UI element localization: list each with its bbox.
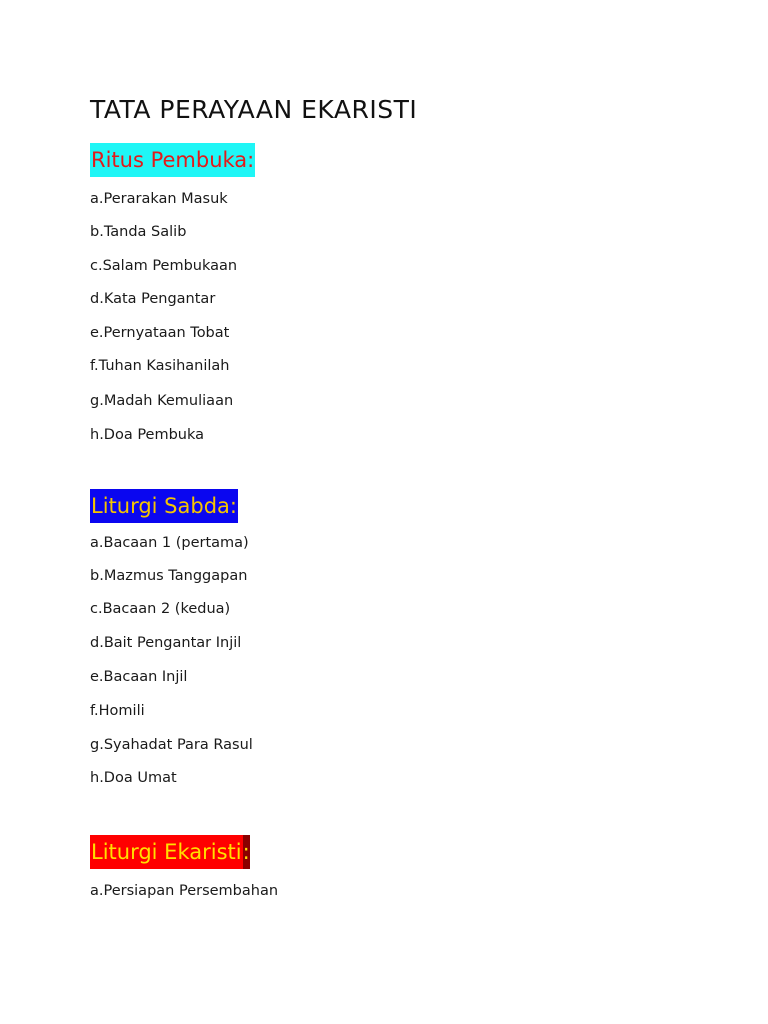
section-heading-colon: : [243,835,250,869]
section-heading-label: Ritus Pembuka: [90,143,255,177]
list-item: g.Madah Kemuliaan [90,393,234,409]
list-item: h.Doa Pembuka [90,427,205,443]
list-item: a.Bacaan 1 (pertama) [90,535,249,551]
list-item: b.Tanda Salib [90,224,187,240]
list-item: d.Kata Pengantar [90,291,216,307]
list-item: e.Bacaan Injil [90,669,188,685]
list-item: f.Tuhan Kasihanilah [90,358,230,374]
section-heading-liturgi-sabda [90,489,238,523]
section-heading-liturgi-ekaristi [90,835,250,869]
list-item: b.Mazmus Tanggapan [90,568,248,584]
section-heading-ritus-pembuka [90,143,255,177]
list-item: d.Bait Pengantar Injil [90,635,242,651]
list-item: h.Doa Umat [90,770,177,786]
list-item: e.Pernyataan Tobat [90,325,230,341]
list-item: f.Homili [90,703,145,719]
list-item: a.Persiapan Persembahan [90,883,279,899]
list-item: a.Perarakan Masuk [90,191,228,207]
list-item: c.Salam Pembukaan [90,258,238,274]
page-title: TATA PERAYAAN EKARISTI [90,95,418,124]
list-item: g.Syahadat Para Rasul [90,737,253,753]
list-item: c.Bacaan 2 (kedua) [90,601,231,617]
section-heading-label: Liturgi Sabda: [90,489,238,523]
section-heading-label: Liturgi Ekaristi [90,835,243,869]
